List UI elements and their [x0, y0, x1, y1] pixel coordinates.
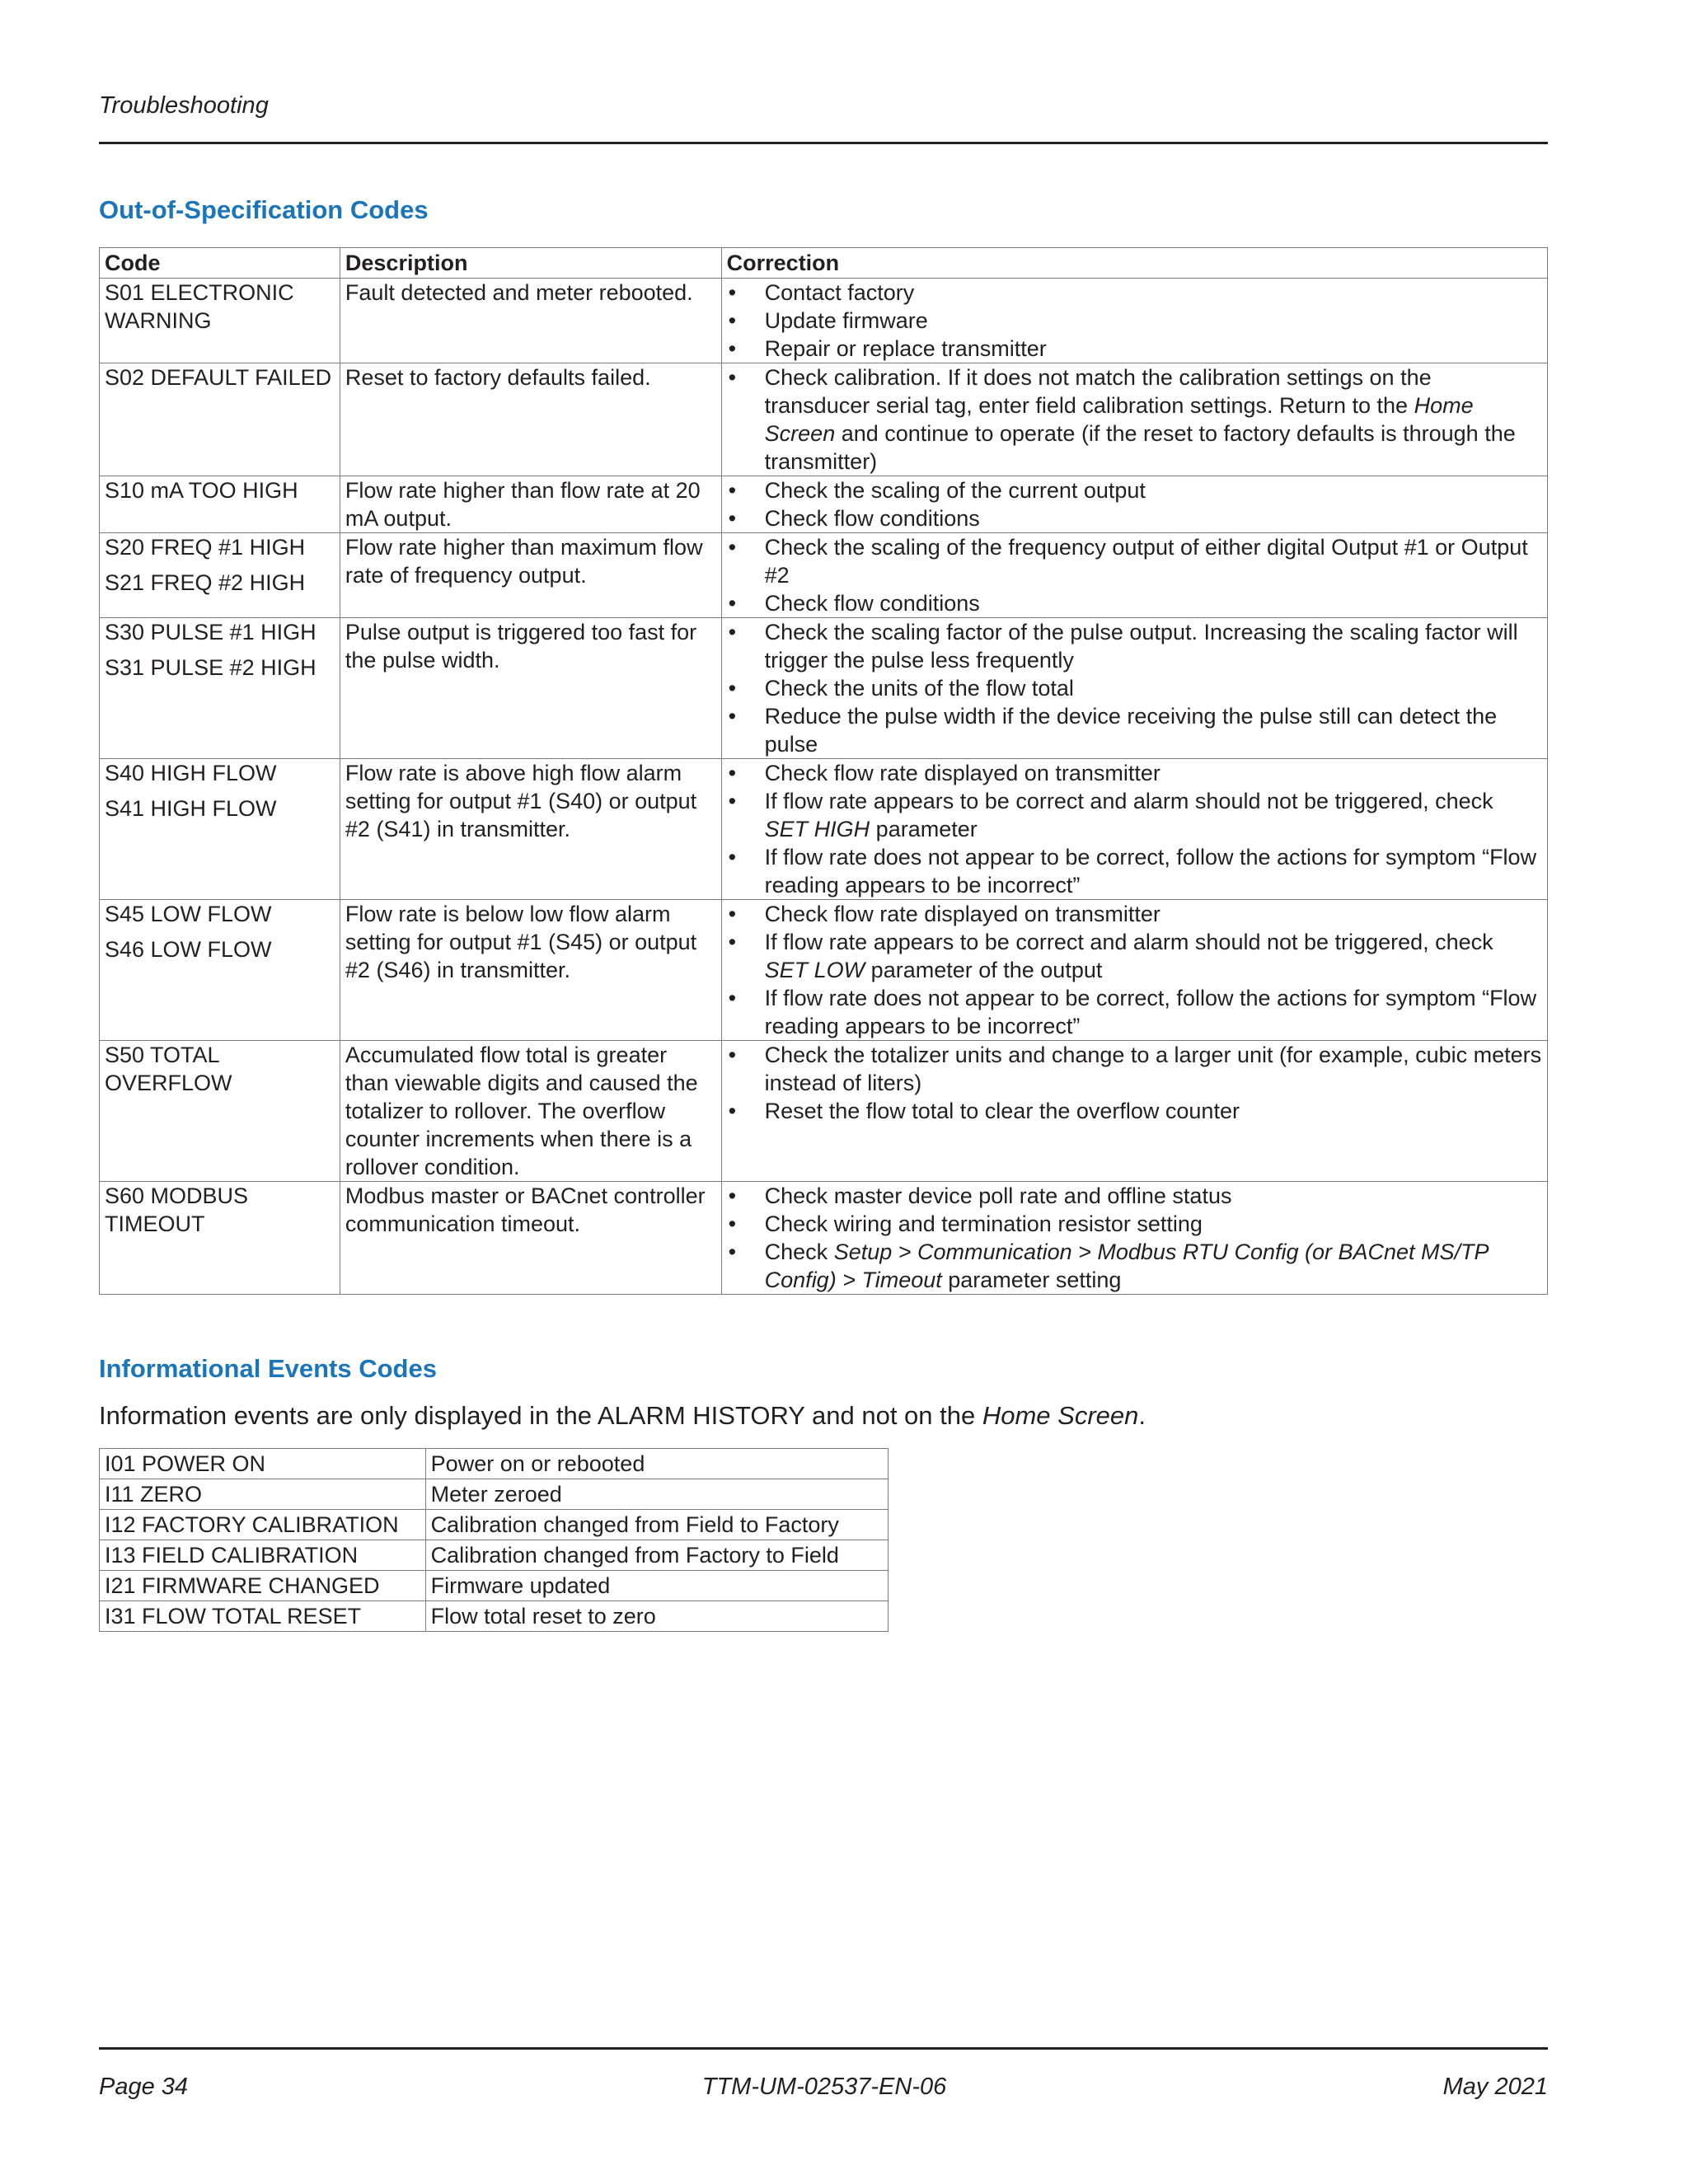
table-header-row	[100, 248, 1548, 279]
code-text: S46 LOW FLOW	[105, 937, 272, 962]
footer-date: May 2021	[1442, 2074, 1548, 2100]
column-header-correction: Correction	[721, 248, 1547, 279]
code-cell	[100, 1182, 340, 1295]
correction-text: Check flow rate displayed on transmitter	[764, 902, 1160, 926]
table-row	[100, 1041, 1548, 1182]
footer-document-id: TTM-UM-02537-EN-06	[701, 2074, 947, 2100]
code-text: S60 MODBUS TIMEOUT	[105, 1183, 249, 1236]
correction-text: Check master device poll rate and offline status	[764, 1183, 1232, 1208]
event-description-cell: Flow total reset to zero	[425, 1601, 888, 1632]
correction-cell	[721, 533, 1547, 618]
code-cell	[100, 900, 340, 1041]
correction-item	[727, 279, 1542, 307]
code-text: S40 HIGH FLOW	[105, 761, 277, 785]
correction-item	[727, 674, 1542, 702]
correction-item	[727, 928, 1542, 984]
table-row	[100, 363, 1548, 476]
table-row	[100, 1510, 889, 1540]
correction-list	[727, 759, 1542, 899]
footer-rule	[99, 2047, 1548, 2050]
correction-text: Check	[764, 1240, 834, 1264]
running-header: Troubleshooting	[99, 92, 269, 119]
correction-text: Reduce the pulse width if the device receiving the pulse still can detect the pulse	[764, 704, 1498, 757]
correction-item	[727, 1182, 1542, 1210]
event-description-cell: Power on or rebooted	[425, 1449, 888, 1479]
code-cell	[100, 1041, 340, 1182]
table-row	[100, 618, 1548, 759]
oos-codes-table	[99, 247, 1548, 1295]
code-cell	[100, 476, 340, 533]
correction-item	[727, 335, 1542, 363]
correction-cell	[721, 476, 1547, 533]
code-cell	[100, 363, 340, 476]
description-cell: Pulse output is triggered too fast for the pulse width.	[340, 618, 721, 759]
correction-item	[727, 533, 1542, 589]
footer-page-number: Page 34	[99, 2074, 189, 2100]
correction-item	[727, 1238, 1542, 1294]
code-text: S41 HIGH FLOW	[105, 796, 277, 821]
description-cell: Reset to factory defaults failed.	[340, 363, 721, 476]
code-text: S31 PULSE #2 HIGH	[105, 655, 316, 680]
header-rule	[99, 142, 1548, 144]
correction-text: Check calibration. If it does not match the calibration settings on the transducer serial tag, enter field calibration settings. Return to the	[764, 365, 1432, 418]
table-row	[100, 1571, 889, 1601]
code-text: S21 FREQ #2 HIGH	[105, 570, 306, 595]
description-cell: Modbus master or BACnet controller communication timeout.	[340, 1182, 721, 1295]
table-row	[100, 759, 1548, 900]
correction-text: Check flow rate displayed on transmitter	[764, 761, 1160, 785]
correction-list	[727, 533, 1542, 617]
correction-text: Check the scaling of the current output	[764, 478, 1146, 503]
correction-cell	[721, 1182, 1547, 1295]
correction-text: Check the totalizer units and change to a larger unit (for example, cubic meters instead of liters)	[764, 1043, 1542, 1095]
table-row	[100, 476, 1548, 533]
correction-text: Check the scaling factor of the pulse output. Increasing the scaling factor will trigger the pulse less frequently	[764, 620, 1518, 673]
correction-text: parameter setting	[941, 1268, 1122, 1292]
correction-cell	[721, 363, 1547, 476]
correction-item	[727, 1041, 1542, 1097]
correction-text: Update firmware	[764, 308, 928, 333]
event-code-cell: I12 FACTORY CALIBRATION	[100, 1510, 426, 1540]
description-cell: Flow rate higher than flow rate at 20 mA output.	[340, 476, 721, 533]
correction-list	[727, 279, 1542, 363]
code-cell	[100, 279, 340, 363]
code-text: S50 TOTAL OVERFLOW	[105, 1043, 232, 1095]
correction-text: Check flow conditions	[764, 506, 980, 531]
correction-item	[727, 618, 1542, 674]
code-text: S10 mA TOO HIGH	[105, 478, 298, 503]
table-row	[100, 900, 1548, 1041]
correction-item	[727, 1210, 1542, 1238]
correction-text: If flow rate appears to be correct and alarm should not be triggered, check	[764, 930, 1493, 954]
correction-item	[727, 984, 1542, 1040]
correction-cell	[721, 279, 1547, 363]
correction-text: Contact factory	[764, 280, 915, 305]
code-text: S02 DEFAULT FAILED	[105, 365, 332, 390]
correction-item	[727, 307, 1542, 335]
description-cell: Flow rate higher than maximum flow rate of frequency output.	[340, 533, 721, 618]
correction-cell	[721, 759, 1547, 900]
correction-text: If flow rate does not appear to be correct, follow the actions for symptom “Flow reading appears to be incorrect”	[764, 986, 1537, 1038]
correction-text: Repair or replace transmitter	[764, 336, 1047, 361]
correction-list	[727, 363, 1542, 476]
correction-text: Check flow conditions	[764, 591, 980, 616]
correction-cell	[721, 618, 1547, 759]
correction-item	[727, 504, 1542, 532]
table-row	[100, 279, 1548, 363]
correction-text: parameter of the output	[865, 958, 1103, 982]
table-row	[100, 1479, 889, 1510]
correction-text: and continue to operate (if the reset to factory defaults is through the transmitter)	[764, 421, 1516, 474]
event-description-cell: Firmware updated	[425, 1571, 888, 1601]
correction-text: Reset the flow total to clear the overflow counter	[764, 1099, 1240, 1123]
code-text: S20 FREQ #1 HIGH	[105, 535, 306, 560]
correction-cell	[721, 900, 1547, 1041]
column-header-description: Description	[340, 248, 721, 279]
code-text: S45 LOW FLOW	[105, 902, 272, 926]
code-cell	[100, 533, 340, 618]
correction-item	[727, 787, 1542, 843]
correction-text: parameter	[870, 817, 978, 841]
correction-list	[727, 900, 1542, 1040]
correction-item	[727, 900, 1542, 928]
event-code-cell: I01 POWER ON	[100, 1449, 426, 1479]
oos-section-title: Out-of-Specification Codes	[99, 195, 429, 224]
table-row	[100, 1182, 1548, 1295]
correction-text: SET HIGH	[764, 817, 870, 841]
intro-end: .	[1138, 1401, 1146, 1430]
code-text: S01 ELECTRONIC WARNING	[105, 280, 294, 333]
table-row	[100, 533, 1548, 618]
correction-text: If flow rate appears to be correct and alarm should not be triggered, check	[764, 789, 1493, 813]
intro-italic: Home Screen	[982, 1401, 1139, 1430]
correction-text: If flow rate does not appear to be correct, follow the actions for symptom “Flow reading appears to be incorrect”	[764, 845, 1537, 898]
correction-text: Check wiring and termination resistor setting	[764, 1212, 1203, 1236]
correction-text: Home Screen	[764, 393, 1474, 446]
event-code-cell: I31 FLOW TOTAL RESET	[100, 1601, 426, 1632]
correction-list	[727, 476, 1542, 532]
info-intro	[99, 1401, 1146, 1431]
table-row	[100, 1449, 889, 1479]
correction-cell	[721, 1041, 1547, 1182]
code-cell	[100, 618, 340, 759]
event-description-cell: Meter zeroed	[425, 1479, 888, 1510]
code-cell	[100, 759, 340, 900]
correction-list	[727, 618, 1542, 758]
column-header-code: Code	[100, 248, 340, 279]
description-cell: Accumulated flow total is greater than viewable digits and caused the totalizer to rollover. The overflow counter increments when there is a rollover condition.	[340, 1041, 721, 1182]
table-row	[100, 1601, 889, 1632]
info-section-title: Informational Events Codes	[99, 1354, 437, 1383]
correction-text: Check the scaling of the frequency output of either digital Output #1 or Output #2	[764, 535, 1528, 588]
event-code-cell: I11 ZERO	[100, 1479, 426, 1510]
description-cell: Flow rate is below low flow alarm setting for output #1 (S45) or output #2 (S46) in transmitter.	[340, 900, 721, 1041]
table-row	[100, 1540, 889, 1571]
event-code-cell: I13 FIELD CALIBRATION	[100, 1540, 426, 1571]
correction-text: Setup > Communication > Modbus RTU Config (or BACnet MS/TP Config) > Timeout	[764, 1240, 1489, 1292]
correction-item	[727, 759, 1542, 787]
correction-item	[727, 1097, 1542, 1125]
correction-list	[727, 1041, 1542, 1125]
description-cell: Flow rate is above high flow alarm setting for output #1 (S40) or output #2 (S41) in transmitter.	[340, 759, 721, 900]
event-description-cell: Calibration changed from Field to Factory	[425, 1510, 888, 1540]
correction-item	[727, 476, 1542, 504]
correction-item	[727, 589, 1542, 617]
event-code-cell: I21 FIRMWARE CHANGED	[100, 1571, 426, 1601]
correction-item	[727, 702, 1542, 758]
correction-text: Check the units of the flow total	[764, 676, 1074, 701]
event-description-cell: Calibration changed from Factory to Field	[425, 1540, 888, 1571]
info-codes-table	[99, 1448, 889, 1632]
description-cell: Fault detected and meter rebooted.	[340, 279, 721, 363]
correction-list	[727, 1182, 1542, 1294]
code-text: S30 PULSE #1 HIGH	[105, 620, 316, 644]
intro-text: Information events are only displayed in the ALARM HISTORY and not on the	[99, 1401, 982, 1430]
correction-text: SET LOW	[764, 958, 865, 982]
correction-item	[727, 363, 1542, 476]
correction-item	[727, 843, 1542, 899]
